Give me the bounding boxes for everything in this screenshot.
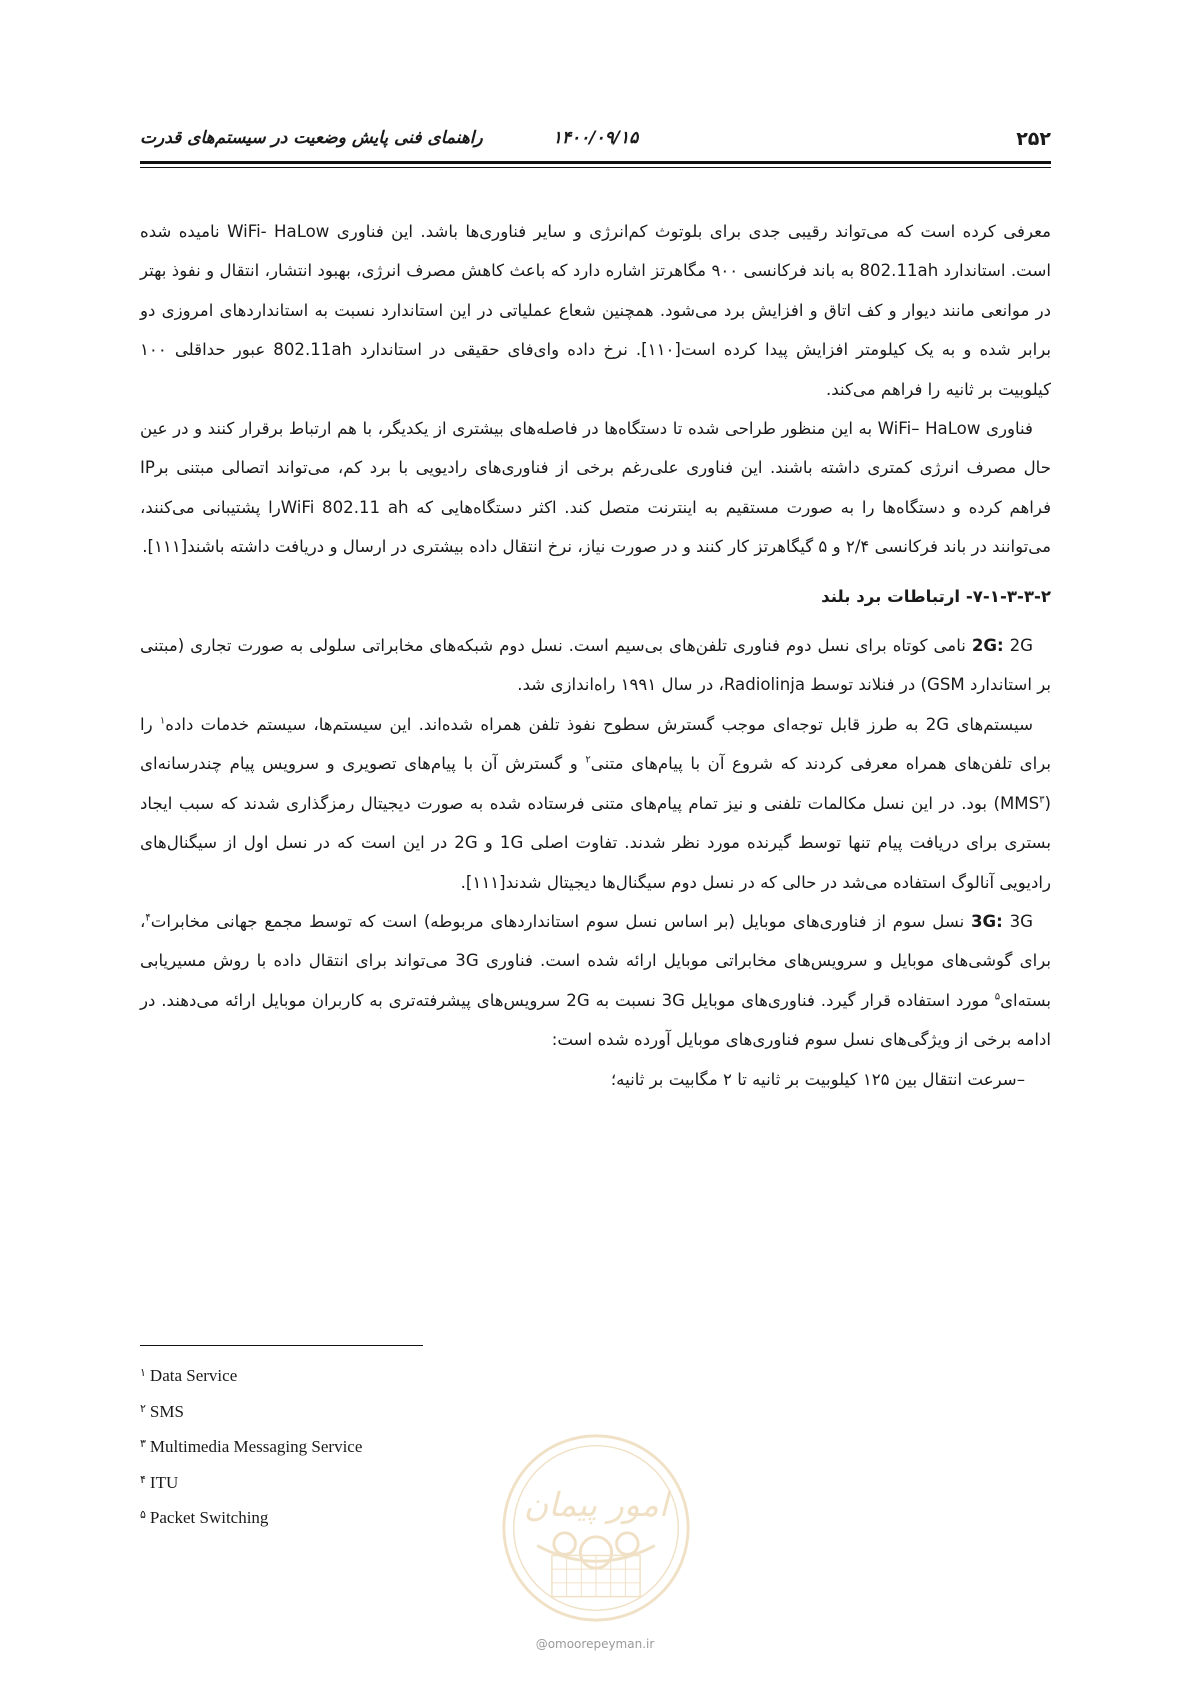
footnote-ref-5: ۵: [994, 991, 1001, 1003]
text-run: را برای تلفن‌های همراه معرفی کردند که شروع آن با پیام‌های متنی: [140, 714, 1051, 774]
footnote-number: ۳: [140, 1438, 146, 1450]
header-date: ۱۴۰۰/۰۹/۱۵: [552, 128, 639, 148]
footnote-number: ۴: [140, 1473, 146, 1486]
paragraph-3g-intro: [140, 902, 1051, 1060]
term-3g: 3G:: [971, 911, 1003, 931]
footnote-item: [140, 1394, 640, 1430]
footnote-text: Packet Switching: [149, 1508, 269, 1527]
paragraph-2g-intro: [140, 626, 1051, 705]
footnote-text: Multimedia Messaging Service: [149, 1437, 363, 1456]
paragraph-halow-intro: معرفی کرده است که می‌تواند رقیبی جدی برای بلوتوث کم‌انرژی و سایر فناوری‌ها باشد. این فناوری WiFi- HaLow نامیده شده است. استاندارد 802.11ah به باند فرکانسی ۹۰۰ مگاهرتز اشاره دارد که باعث کاهش مصرف انرژی، بهبود انتشار، انتقال و نفوذ بهتر در موانعی مانند دیوار و کف اتاق و افزایش برد می‌شود. همچنین شعاع عملیاتی در این استاندارد نسبت به استانداردهای امروزی دو برابر شده و به یک کیلومتر افزایش پیدا کرده است[۱۱۰]. نرخ داده وای‌فای حقیقی در استاندارد 802.11ah عبور حداقلی ۱۰۰ کیلوبیت بر ثانیه را فراهم می‌کند.: [140, 222, 1052, 399]
header-rule-thick: [140, 161, 1051, 164]
footnote-ref-3: ۳: [1039, 794, 1045, 806]
text-run: ) بود. در این نسل مکالمات تلفنی و نیز تمام پیام‌های متنی فرستاده شده به صورت دیجیتال رمزگذاری شدند که سبب ایجاد بستری برای دریافت پیام تنها توسط گیرنده مورد نظر شدند. تفاوت اصلی 1G و 2G در این است که در نسل اول از سیگنال‌های رادیویی آنالوگ استفاده می‌شد در حالی که در نسل دوم سیگنال‌ها دیجیتال شدند[۱۱۱].: [140, 793, 1051, 892]
text-run: و گسترش آن با پیام‌های تصویری و سرویس پیام چندرسانه‌ای (MMS: [140, 754, 1051, 813]
footnote-item: [140, 1358, 640, 1394]
footnote-ref-4: ۴: [145, 912, 151, 924]
footnote-number: ۵: [140, 1509, 146, 1521]
footnote-ref-1: ۱: [159, 715, 166, 727]
term-2g: 2G:: [971, 636, 1004, 656]
footnote-number: ۱: [140, 1367, 146, 1379]
text-run: 3G نسل سوم از فناوری‌های موبایل (بر اساس نسل سوم استانداردهای مربوطه) است که توسط مجمع جهانی مخابرات: [150, 911, 1033, 931]
watermark-logo-icon: [498, 1430, 694, 1626]
footnote-separator: [140, 1345, 423, 1346]
text-run: سیستم‌های 2G به طرز قابل توجه‌ای موجب گسترش سطوح نفوذ تلفن همراه شده‌اند. این سیستم‌ها، سیستم خدمات داده: [165, 714, 1033, 734]
header-rule-thin: [140, 167, 1051, 168]
watermark-site: @omoorepeyman.ir: [535, 1637, 655, 1651]
watermark-logo-text: امور پیمان: [523, 1485, 669, 1525]
page-body: [140, 212, 1051, 1099]
page-header: [140, 124, 1051, 154]
footnote-ref-2: ۲: [585, 754, 591, 766]
paragraph-halow-design: فناوری WiFi– HaLow به این منظور طراحی شده تا دستگاه‌ها در فاصله‌های بیشتری از یکدیگر، با هم ارتباط برقرار کنند و در عین حال مصرف انرژی کمتری داشته باشند. این فناوری علی‌رغم برخی از فناوری‌های رادیویی با برد کم، می‌تواند اتصالی مبتنی برIP فراهم کرده و دستگاه‌ها را به صورت مستقیم به اینترنت متصل کند. اکثر دستگاه‌هایی که WiFi 802.11 ahرا پشتیبانی می‌کنند، می‌توانند در باند فرکانسی ۲/۴ و ۵ گیگاهرتز کار کنند و در صورت نیاز، نرخ انتقال داده بیشتری در ارسال و دریافت داشته باشند[۱۱۱].: [140, 419, 1051, 557]
paragraph-2g-systems: [140, 705, 1051, 902]
text-run: مورد استفاده قرار گیرد. فناوری‌های موبایل 3G نسبت به 2G سرویس‌های پیشرفته‌تری به کاربران موبایل ارائه می‌دهند. در ادامه برخی از ویژگی‌های نسل سوم فناوری‌های موبایل آورده شده است:: [140, 990, 1051, 1050]
header-title: راهنمای فنی پایش وضعیت در سیستم‌های قدرت: [140, 128, 483, 148]
paragraph-2g-text: 2G نامی کوتاه برای نسل دوم فناوری تلفن‌های بی‌سیم است. نسل دوم شبکه‌های مخابراتی سلولی به صورت تجاری (مبتنی بر استاندارد GSM) در فنلاند توسط Radiolinja، در سال ۱۹۹۱ راه‌اندازی شد.: [140, 636, 1051, 695]
footnote-number: ۲: [140, 1402, 146, 1415]
footnote-text: Data Service: [149, 1366, 238, 1385]
bullet-item: –سرعت انتقال بین ۱۲۵ کیلوبیت بر ثانیه تا ۲ مگابیت بر ثانیه؛: [610, 1069, 1025, 1089]
footnote-text: ITU: [149, 1472, 179, 1492]
page-number: ۲۵۲: [1016, 128, 1051, 150]
footnote-text: SMS: [149, 1401, 184, 1421]
section-heading: ۷-۱-۳-۳-۲- ارتباطات برد بلند: [821, 586, 1051, 606]
text-run: ، برای گوشی‌های موبایل و سرویس‌های مخابراتی موبایل ارائه شده است. فناوری 3G می‌تواند برای انتقال داده با روش مسیریابی بسته‌ای: [140, 911, 1051, 1010]
